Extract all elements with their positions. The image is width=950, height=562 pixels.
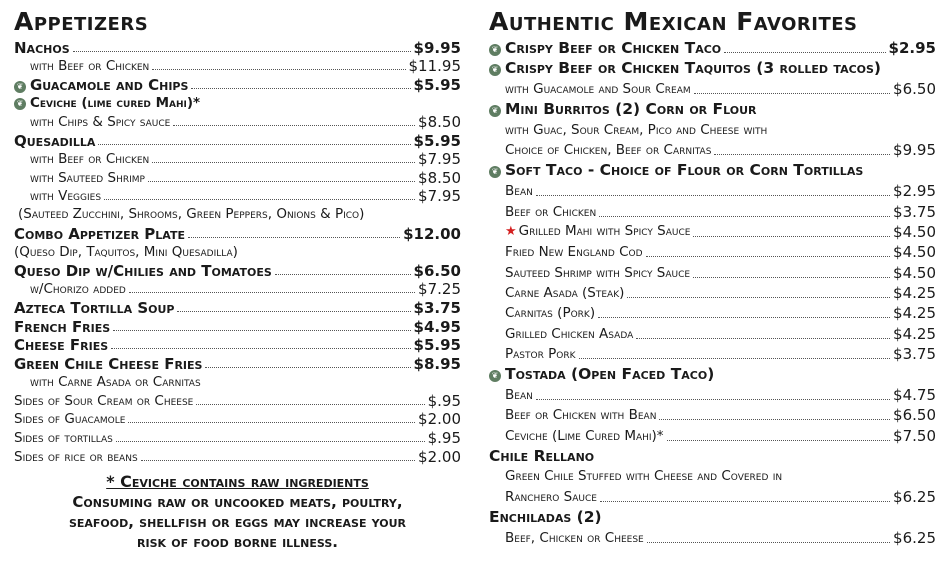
menu-item — [489, 79, 936, 99]
dot-leader — [148, 181, 415, 182]
menu-item-name — [14, 299, 174, 317]
menu-item-label: Fried New England Cod — [505, 244, 643, 261]
menu-item-price: $7.50 — [893, 426, 936, 445]
menu-line — [14, 205, 461, 224]
menu-item-label: Grilled Mahi with Spicy Sauce — [518, 222, 691, 239]
menu-item-name — [505, 122, 767, 138]
dot-leader — [724, 52, 885, 53]
menu-item-label: Bean — [505, 183, 533, 200]
dot-leader — [600, 501, 890, 502]
menu-item — [14, 150, 461, 169]
menu-item-price: $6.25 — [893, 528, 936, 547]
menu-item-label: Carne Asada (Steak) — [505, 285, 625, 302]
menu-item-label: Green Chile Stuffed with Cheese and Covered in — [505, 468, 783, 485]
menu-item-name — [505, 242, 643, 262]
dot-leader — [714, 154, 890, 155]
menu-item — [489, 527, 936, 547]
leaf-icon: ❦ — [489, 44, 501, 56]
menu-item — [14, 187, 461, 206]
menu-item-price: $7.25 — [418, 280, 461, 299]
menu-item-name — [505, 303, 595, 323]
menu-item — [14, 75, 461, 94]
menu-item-name — [505, 202, 596, 222]
menu-item-name — [489, 100, 757, 118]
menu-item-name — [30, 169, 145, 187]
warning-line-2: seafood, shellfish or eggs may increase your — [68, 513, 407, 531]
dot-leader — [205, 367, 410, 368]
menu-item-name — [489, 161, 863, 179]
menu-line — [489, 446, 936, 466]
menu-item — [489, 487, 936, 507]
menu-item-name — [505, 468, 782, 484]
menu-item-label: with Beef or Chicken — [30, 151, 150, 168]
menu-item-price: $2.00 — [418, 447, 461, 466]
warning-title: * Ceviche contains raw ingredients — [106, 472, 369, 491]
menu-item — [14, 261, 461, 280]
menu-item-name — [18, 206, 364, 222]
menu-item-label: Choice of Chicken, Beef or Carnitas — [505, 142, 712, 159]
menu-item-name — [489, 38, 721, 58]
menu-item-name — [30, 280, 126, 298]
mexican-favorites-title: Authentic Mexican Favorites — [489, 7, 858, 36]
menu-item — [489, 385, 936, 405]
dot-leader — [116, 441, 425, 442]
menu-line — [489, 160, 936, 180]
menu-item-name — [505, 324, 633, 344]
menu-item-price: $9.95 — [413, 38, 461, 57]
menu-item-price: $7.95 — [418, 187, 461, 206]
menu-line — [489, 99, 936, 119]
dot-leader — [636, 338, 890, 339]
menu-item — [14, 428, 461, 447]
dot-leader — [694, 93, 890, 94]
menu-item-label: with Guac, Sour Cream, Pico and Cheese with — [505, 121, 768, 138]
menu-item-label: Tostada (Open Faced Taco) — [505, 365, 715, 384]
menu-item-label: Ceviche (lime cured Mahi)* — [30, 94, 201, 111]
dot-leader — [627, 297, 890, 298]
mexican-favorites-column — [489, 8, 936, 548]
menu-item-label: Beef or Chicken — [505, 203, 597, 220]
menu-item — [489, 242, 936, 262]
leaf-icon: ❦ — [489, 370, 501, 382]
menu-item-name — [30, 57, 149, 75]
menu-item — [489, 201, 936, 221]
menu-item-label: with Chips & Spicy sauce — [30, 113, 171, 130]
menu-item-label: Nachos — [14, 38, 70, 57]
menu-item-name — [505, 79, 691, 99]
menu-item-name — [14, 132, 95, 150]
menu-item — [14, 57, 461, 76]
menu-item-label: Ceviche (Lime Cured Mahi)* — [505, 427, 664, 444]
menu-item-price: $5.95 — [413, 336, 461, 355]
menu-item-label: with Sauteed Shrimp — [30, 169, 145, 186]
menu-item-name — [489, 59, 881, 77]
menu-item-label: Sauteed Shrimp with Spicy Sauce — [505, 264, 691, 281]
menu-item-name — [14, 244, 238, 260]
dot-leader — [579, 358, 891, 359]
menu-item-label: Crispy Beef or Chicken Taco — [505, 39, 722, 58]
dot-leader — [188, 237, 400, 238]
menu-item-label: (Sauteed Zucchini, Shrooms, Green Peppers, Onions & Pico) — [18, 206, 365, 223]
menu-line — [14, 243, 461, 262]
menu-item — [489, 140, 936, 160]
menu-item-label: (Queso Dip, Taquitos, Mini Quesadilla) — [14, 243, 238, 260]
menu-item-name — [30, 187, 101, 205]
menu-item-price: $4.25 — [893, 284, 936, 303]
menu-item-name — [14, 76, 188, 94]
menu-item — [489, 181, 936, 201]
menu-item-price: $4.25 — [893, 324, 936, 343]
dot-leader — [667, 440, 890, 441]
appetizers-list — [14, 38, 461, 466]
menu-item-name — [14, 225, 185, 243]
menu-item-name — [14, 392, 193, 410]
menu-item — [14, 131, 461, 150]
menu-item — [489, 303, 936, 323]
menu-item-label: Grilled Chicken Asada — [505, 325, 634, 342]
dot-leader — [111, 348, 410, 349]
dot-leader — [113, 330, 410, 331]
menu-item-label: French Fries — [14, 317, 111, 336]
menu-item-price: $5.95 — [413, 75, 461, 94]
menu-item-price: $2.95 — [888, 39, 936, 58]
menu-item-price: $6.25 — [893, 487, 936, 506]
menu-item — [489, 38, 936, 58]
menu-item — [14, 410, 461, 429]
menu-item-name — [14, 95, 200, 111]
mexican-favorites-list — [489, 38, 936, 548]
leaf-icon: ❦ — [489, 166, 501, 178]
menu-item-label: Carnitas (Pork) — [505, 305, 596, 322]
menu-item — [14, 298, 461, 317]
menu-item-name — [30, 150, 149, 168]
menu-item-label: Enchiladas (2) — [489, 507, 602, 526]
dot-leader — [173, 125, 415, 126]
menu-item — [14, 336, 461, 355]
menu-item — [14, 317, 461, 336]
menu-item-name — [505, 181, 533, 201]
menu-item-price: $2.95 — [893, 182, 936, 201]
menu-item-label: with Guacamole and Sour Cream — [505, 81, 691, 98]
menu-item-name — [505, 528, 644, 548]
menu-item-label: Guacamole and Chips — [30, 75, 189, 94]
menu-item-name — [505, 426, 664, 446]
menu-item-price: $9.95 — [893, 141, 936, 160]
menu-item-label: Crispy Beef or Chicken Taquitos (3 rolled tacos) — [505, 59, 882, 78]
raw-food-warning — [14, 472, 461, 552]
leaf-icon: ❦ — [14, 98, 26, 110]
dot-leader — [191, 88, 410, 89]
menu-item-label: with Carne Asada or Carnitas — [30, 373, 201, 390]
menu-item-price: $2.00 — [418, 410, 461, 429]
menu-item-label: Pastor Pork — [505, 346, 576, 363]
leaf-icon: ❦ — [489, 105, 501, 117]
menu-item-label: Soft Taco - Choice of Flour or Corn Tortillas — [505, 161, 864, 180]
menu-item — [14, 280, 461, 299]
menu-item-price: $5.95 — [413, 131, 461, 150]
menu-item-name — [14, 448, 138, 466]
dot-leader — [141, 460, 415, 461]
dot-leader — [177, 311, 410, 312]
menu-item-price: $4.95 — [413, 317, 461, 336]
menu-item-price: $3.75 — [893, 202, 936, 221]
menu-item-name — [505, 344, 576, 364]
menu-item-label: Green Chile Cheese Fries — [14, 354, 203, 373]
menu-item-label: Cheese Fries — [14, 336, 109, 355]
menu-item-name — [505, 140, 711, 160]
dot-leader — [196, 404, 424, 405]
dot-leader — [536, 195, 890, 196]
dot-leader — [598, 317, 890, 318]
dot-leader — [693, 277, 890, 278]
menu-item-price: $3.75 — [893, 345, 936, 364]
menu-item-price: $11.95 — [408, 57, 461, 76]
dot-leader — [104, 199, 415, 200]
dot-leader — [693, 236, 890, 237]
menu-item-label: with Veggies — [30, 188, 102, 205]
menu-item-price: $6.50 — [893, 406, 936, 425]
menu-item — [14, 112, 461, 131]
menu-item — [489, 262, 936, 282]
menu-item-name — [14, 355, 202, 373]
menu-item-price: $3.75 — [413, 298, 461, 317]
leaf-icon: ❦ — [14, 81, 26, 93]
menu-item-price: $7.95 — [418, 150, 461, 169]
menu-line — [489, 507, 936, 527]
dot-leader — [73, 51, 411, 52]
dot-leader — [659, 419, 890, 420]
menu-line — [14, 373, 461, 392]
menu-line — [489, 364, 936, 384]
menu-line — [489, 58, 936, 78]
menu-item-name — [489, 365, 714, 383]
menu-item — [489, 222, 936, 242]
menu-item-name — [14, 410, 125, 428]
menu-item-name — [505, 487, 597, 507]
menu-item-price: $6.50 — [413, 261, 461, 280]
menu-item-label: Quesadilla — [14, 131, 96, 150]
menu-item-name — [30, 374, 201, 390]
menu-item-label: Beef, Chicken or Cheese — [505, 529, 644, 546]
menu-line — [489, 466, 936, 486]
menu-item-name — [505, 385, 533, 405]
menu-item-name — [14, 336, 108, 354]
menu-item-label: Bean — [505, 387, 533, 404]
menu-item — [14, 38, 461, 57]
menu-line — [489, 120, 936, 140]
menu-item-label: Sides of Guacamole — [14, 411, 126, 428]
menu-item-name — [14, 39, 70, 57]
dot-leader — [646, 256, 890, 257]
menu-item-label: Combo Appetizer Plate — [14, 224, 185, 243]
menu-item — [489, 344, 936, 364]
menu-item-label: Sides of tortillas — [14, 430, 113, 447]
menu-item-name — [14, 429, 113, 447]
leaf-icon: ❦ — [489, 64, 501, 76]
menu-item-label: Azteca Tortilla Soup — [14, 298, 175, 317]
dot-leader — [98, 144, 410, 145]
menu-item — [14, 447, 461, 466]
menu-item-label: Ranchero Sauce — [505, 488, 597, 505]
menu-item-price: $4.50 — [893, 263, 936, 282]
menu-item — [489, 323, 936, 343]
menu-item-name — [505, 263, 690, 283]
dot-leader — [275, 274, 411, 275]
menu-item-label: Mini Burritos (2) Corn or Flour — [505, 100, 757, 119]
menu-item-name — [505, 221, 690, 242]
menu-item-name — [489, 508, 602, 526]
menu-item-label: Sides of Sour Cream or Cheese — [14, 392, 194, 409]
menu-item-name — [14, 262, 272, 280]
menu-item-label: Sides of rice or beans — [14, 448, 138, 465]
menu-item-name — [505, 405, 656, 425]
menu-item — [489, 405, 936, 425]
dot-leader — [152, 162, 415, 163]
menu-line — [14, 94, 461, 113]
menu-item-label: Chile Rellano — [489, 446, 595, 465]
menu-item-price: $.95 — [427, 429, 461, 448]
menu-item — [489, 283, 936, 303]
menu-item-price: $4.50 — [893, 243, 936, 262]
menu-item-price: $4.75 — [893, 386, 936, 405]
menu-item-label: Queso Dip w/Chilies and Tomatoes — [14, 261, 272, 280]
menu-item-name — [505, 283, 624, 303]
menu-item — [14, 168, 461, 187]
dot-leader — [129, 292, 415, 293]
warning-line-3: risk of food borne illness. — [137, 533, 338, 551]
menu-item-price: $8.95 — [413, 354, 461, 373]
appetizers-column — [14, 8, 461, 466]
dot-leader — [536, 399, 890, 400]
menu-item-price: $8.50 — [418, 168, 461, 187]
menu-item — [489, 425, 936, 445]
star-icon: ★ — [505, 223, 517, 239]
menu-item — [14, 224, 461, 243]
menu-item-label: Beef or Chicken with Bean — [505, 407, 657, 424]
menu-item-name — [14, 318, 110, 336]
menu-item-label: with Beef or Chicken — [30, 58, 150, 75]
menu-item-price: $4.50 — [893, 222, 936, 241]
dot-leader — [128, 422, 415, 423]
menu-item-price: $8.50 — [418, 112, 461, 131]
menu-item-price: $4.25 — [893, 304, 936, 323]
menu-item-name — [30, 113, 170, 131]
menu-item-price: $6.50 — [893, 80, 936, 99]
menu-item-price: $12.00 — [403, 224, 461, 243]
dot-leader — [647, 542, 890, 543]
menu-item-price: $.95 — [427, 391, 461, 410]
menu-item-label: w/Chorizo added — [30, 281, 126, 298]
menu-item — [14, 391, 461, 410]
appetizers-title: Appetizers — [14, 7, 149, 36]
menu-item-name — [489, 447, 594, 465]
dot-leader — [599, 216, 890, 217]
warning-line-1: Consuming raw or uncooked meats, poultry, — [72, 493, 403, 511]
dot-leader — [152, 69, 405, 70]
menu-item — [14, 354, 461, 373]
